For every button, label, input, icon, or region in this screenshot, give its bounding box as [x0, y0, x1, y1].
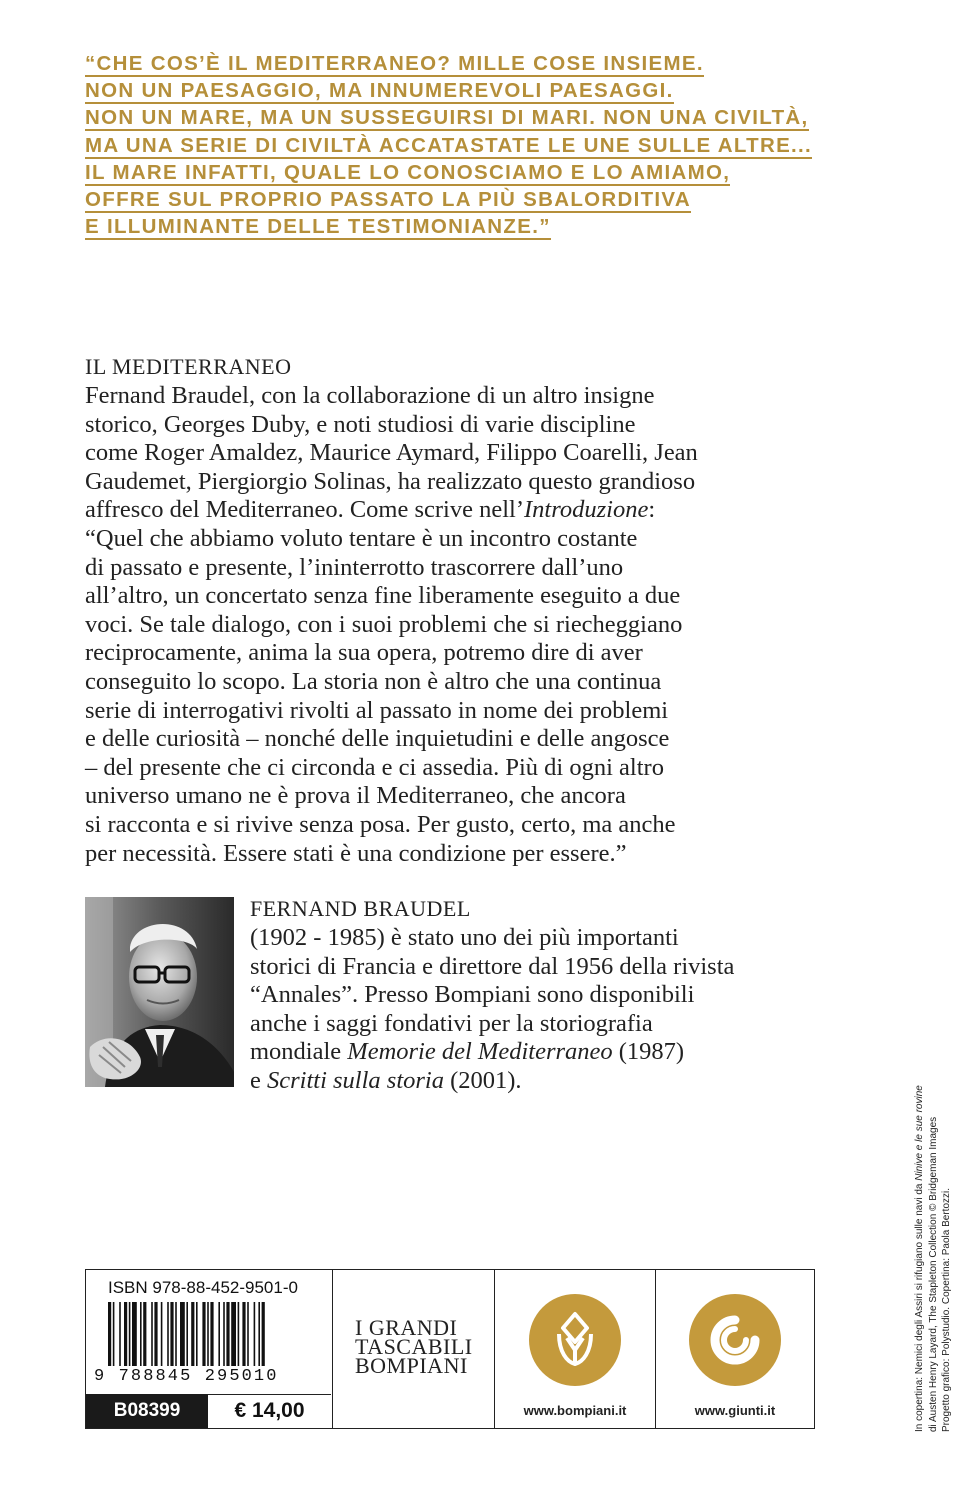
author-bio: [250, 924, 810, 1096]
work-title-italic: Memorie del Mediterraneo: [347, 1038, 613, 1066]
bio-line: anche i saggi fondativi per la storiografia: [250, 1009, 653, 1037]
author-photo: [85, 897, 234, 1087]
description-line: si racconta e si rivive senza posa. Per gusto, certo, ma anche: [85, 810, 676, 838]
bompiani-url: www.bompiani.it: [523, 1403, 627, 1418]
description-line: per necessità. Essere stati è una condizione per essere.”: [85, 839, 627, 867]
series-logo: [355, 1315, 473, 1378]
giunti-cell: [656, 1270, 814, 1428]
quote-line: IL MARE INFATTI, QUALE LO CONOSCIAMO E LO AMIAMO,: [85, 160, 731, 184]
bio-line: e Scritti sulla storia (2001).: [250, 1066, 522, 1094]
series-line: BOMPIANI: [355, 1353, 468, 1378]
description-line: come Roger Amaldez, Maurice Aymard, Filippo Coarelli, Jean: [85, 439, 698, 467]
credits-line: di Austen Henry Layard, The Stapleton Collection © Bridgeman Images: [927, 1116, 939, 1432]
description-line: all’altro, un concertato senza fine liberamente eseguito a due: [85, 582, 681, 610]
price: € 14,00: [208, 1394, 331, 1428]
description-line: conseguito lo scopo. La storia non è altro che una continua: [85, 667, 662, 695]
credits-line: Progetto grafico: Polystudio. Copertina: Paola Bertozzi.: [941, 1187, 952, 1432]
bompiani-logo-icon: [529, 1294, 621, 1386]
quote-line: MA UNA SERIE DI CIVILTÀ ACCATASTATE LE UNE SULLE ALTRE...: [85, 133, 813, 157]
description-line: di passato e presente, l’ininterrotto trascorrere dall’uno: [85, 553, 624, 581]
bio-line: (1902 - 1985) è stato uno dei più importanti: [250, 924, 679, 951]
description-line: Gaudemet, Piergiorgio Solinas, ha realizzato questo grandioso: [85, 467, 696, 495]
bio-line: “Annales”. Presso Bompiani sono disponibili: [250, 981, 695, 1009]
isbn-text: ISBN 978-88-452-9501-0: [108, 1278, 298, 1297]
bio-line: mondiale Memorie del Mediterraneo (1987): [250, 1038, 685, 1066]
description-line: storico, Georges Duby, e noti studiosi di varie discipline: [85, 410, 636, 438]
description-line: voci. Se tale dialogo, con i suoi problemi che si riecheggiano: [85, 610, 683, 638]
cover-credits: [913, 1072, 954, 1432]
series-line: TASCABILI: [355, 1334, 473, 1359]
back-cover-quote: [85, 50, 813, 240]
description-line: reciprocamente, anima la sua opera, potremo dire di aver: [85, 639, 643, 667]
quote-line: “CHE COS’È IL MEDITERRANEO? MILLE COSE INSIEME.: [85, 52, 704, 75]
product-code: B08399: [86, 1394, 208, 1428]
author-name: FERNAND BRAUDEL: [250, 896, 471, 921]
series-line: I GRANDI: [355, 1315, 458, 1340]
introduction-italic: Introduzione: [524, 496, 649, 524]
bio-line: storici di Francia e direttore dal 1956 della rivista: [250, 952, 735, 980]
book-title: IL MEDITERRANEO: [85, 354, 292, 379]
giunti-logo-icon: [689, 1294, 781, 1386]
description-line: affresco del Mediterraneo. Come scrive nell’Introduzione:: [85, 496, 656, 524]
description-line: – del presente che ci circonda e ci assedia. Più di ogni altro: [85, 753, 664, 781]
quote-line: E ILLUMINANTE DELLE TESTIMONIANZE.”: [85, 215, 551, 239]
description-line: Fernand Braudel, con la collaborazione di un altro insigne: [85, 382, 655, 409]
barcode-icon: [108, 1302, 318, 1370]
author-portrait-image: [85, 897, 234, 1087]
quote-line: NON UN MARE, MA UN SUSSEGUIRSI DI MARI. NON UNA CIVILTÀ,: [85, 106, 809, 130]
quote-line: NON UN PAESAGGIO, MA INNUMEREVOLI PAESAGGI.: [85, 79, 674, 103]
barcode-cell: [86, 1270, 333, 1428]
description-line: “Quel che abbiamo voluto tentare è un incontro costante: [85, 524, 638, 552]
barcode-digits: 9 788845 295010: [94, 1367, 279, 1386]
book-description: [85, 382, 805, 868]
bottom-info-panel: [85, 1269, 815, 1429]
work-title-italic: Scritti sulla storia: [267, 1066, 444, 1094]
description-line: universo umano ne è prova il Mediterraneo, che ancora: [85, 782, 626, 810]
description-line: e delle curiosità – nonché delle inquietudini e delle angosce: [85, 725, 670, 753]
series-cell: [333, 1270, 495, 1428]
credits-line: In copertina: Nemici degli Assiri si rifugiano sulle navi da Ninive e le sue rovine: [914, 1085, 925, 1432]
quote-line: OFFRE SUL PROPRIO PASSATO LA PIÙ SBALORDITIVA: [85, 188, 691, 212]
bompiani-cell: [495, 1270, 656, 1428]
description-line: serie di interrogativi rivolti al passato in nome dei problemi: [85, 696, 669, 724]
giunti-url: www.giunti.it: [694, 1403, 776, 1418]
